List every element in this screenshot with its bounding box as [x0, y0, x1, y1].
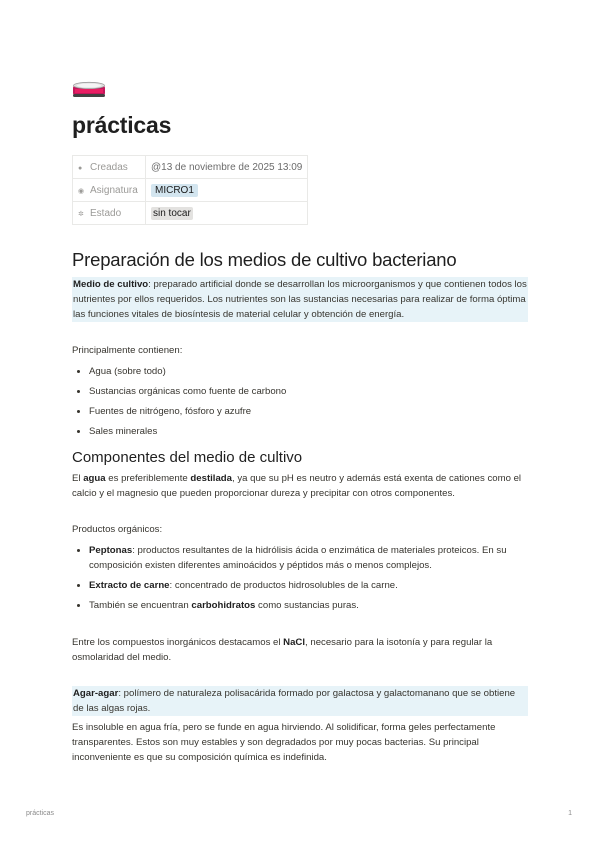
section-heading: Preparación de los medios de cultivo bacteriano	[72, 249, 457, 270]
footer-page-number: 1	[568, 810, 572, 817]
paragraph-agar: Agar-agar: polímero de naturaleza polisacárida formado por galactosa y galactomanano que se obtiene de las algas rojas.	[72, 686, 528, 716]
paragraph-organic: Productos orgánicos:	[72, 524, 163, 535]
property-row-created	[73, 156, 308, 179]
list-item: • Sales minerales	[89, 424, 528, 439]
property-value-status[interactable]	[146, 202, 308, 225]
property-key: ✲ Estado	[73, 202, 146, 225]
spacer	[72, 501, 528, 519]
page-title: prácticas	[72, 112, 172, 138]
property-key: ● Creadas	[73, 156, 146, 179]
property-value-created[interactable]: @13 de noviembre de 2025 13:09	[146, 156, 308, 179]
list-item: • Peptonas: productos resultantes de la hidrólisis ácida o enzimática de materiales proteicos. En su composición existen diferentes aminoácidos y péptidos más o menos complejos.	[89, 543, 528, 573]
status-icon: ✲	[78, 210, 84, 218]
page-content	[72, 80, 528, 765]
organic-list	[72, 543, 528, 613]
properties-table	[72, 155, 308, 225]
list-icon: ◉	[78, 187, 85, 195]
paragraph-medio-cultivo: Medio de cultivo: preparado artificial donde se desarrollan los microorganismos y que contienen todos los nutrientes por ellos requeridos. Los nutrientes son las sustancias necesarias para realizar de forma óptima las funciones vitales de biosíntesis de material celular y obtención de energía.	[73, 279, 527, 320]
paragraph-intro-list: Principalmente contienen:	[72, 345, 183, 356]
property-row-status	[73, 202, 308, 225]
list-item: • Sustancias orgánicas como fuente de carbono	[89, 384, 528, 399]
list-item: • Extracto de carne: concentrado de productos hidrosolubles de la carne.	[89, 578, 528, 593]
paragraph-agar-properties: Es insoluble en agua fría, pero se funde en agua hirviendo. Al solidificar, forma geles perfectamente transparentes. Estos son muy estables y son degradados por muy pocas bacterias. Su principal inconveniente es que su composición química es indefinida.	[72, 722, 496, 763]
clock-icon: ●	[78, 164, 83, 172]
property-value-subject[interactable]	[146, 179, 308, 202]
list-item: • También se encuentran carbohidratos como sustancias puras.	[89, 598, 528, 613]
spacer	[72, 322, 528, 340]
list-item: • Agua (sobre todo)	[89, 364, 528, 379]
paragraph-inorganic: Entre los compuestos inorgánicos destacamos el NaCl, necesario para la isotonía y para regular la osmolaridad del medio.	[72, 637, 493, 663]
footer-title: prácticas	[26, 810, 55, 817]
spacer	[72, 665, 528, 683]
spacer	[72, 618, 528, 636]
property-key: ◉ Asignatura	[73, 179, 146, 202]
property-row-subject	[73, 179, 308, 202]
list-item: • Fuentes de nitrógeno, fósforo y azufre	[89, 404, 528, 419]
paragraph-water: El agua es preferiblemente destilada, ya que su pH es neutro y además está exenta de cationes como el calcio y el magnesio que pueden proporcionar dureza y precipitar con otros componentes.	[72, 473, 522, 499]
contents-list	[72, 364, 528, 439]
subject-tag[interactable]: MICRO1	[151, 184, 198, 197]
status-tag[interactable]: sin tocar	[153, 207, 191, 219]
subsection-heading: Componentes del medio de cultivo	[72, 449, 303, 466]
petri-dish-icon	[72, 80, 106, 100]
